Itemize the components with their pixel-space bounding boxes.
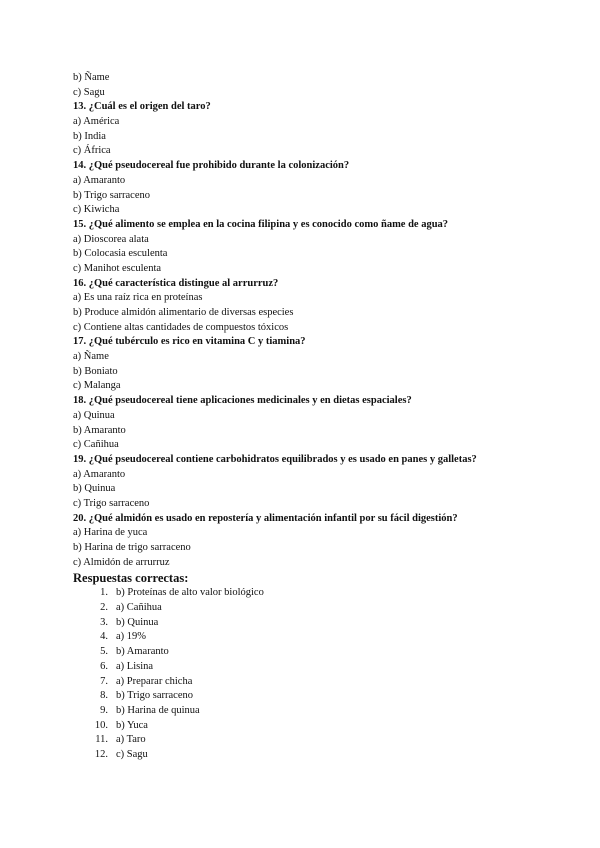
option-line: b) Colocasia esculenta [73,248,168,260]
answer-number: 9. [100,704,108,716]
option-line: a) Amaranto [73,468,126,480]
option-line: c) Contiene altas cantidades de compuestos tóxicos [73,321,289,333]
question-title: 13. ¿Cuál es el origen del taro? [73,101,211,113]
answer-number: 1. [100,587,108,599]
option-line: a) Harina de yuca [73,527,148,539]
answer-item [73,616,573,631]
answer-item [73,601,573,616]
option-line: c) Cañihua [73,439,119,451]
option-line: c) Manihot esculenta [73,262,162,274]
answer-text: a) 19% [116,631,147,643]
option-line: b) Produce almidón alimentario de diversas especies [73,307,294,318]
answer-text: b) Proteínas de alto valor biológico [116,587,264,599]
question-title: 16. ¿Qué característica distingue al arrurruz? [73,277,279,289]
question-title: 14. ¿Qué pseudocereal fue prohibido durante la colonización? [73,160,350,172]
question-list [73,100,573,570]
option-line: c) Kiwicha [73,204,120,216]
option-line: b) Harina de trigo sarraceno [73,542,191,553]
option-line: b) Trigo sarraceno [73,189,150,201]
option-line: a) Ñame [73,351,109,363]
option-line: c) Sagu [73,86,105,98]
answer-item [73,675,573,690]
answer-text: a) Taro [116,734,146,746]
answer-text: b) Trigo sarraceno [116,690,193,702]
answer-item [73,586,573,601]
answer-text: b) Harina de quinua [116,704,200,716]
question-title: 15. ¿Qué alimento se emplea en la cocina filipina y es conocido como ñame de agua? [73,218,449,230]
option-line: a) Amaranto [73,174,126,186]
option-line: b) Ñame [73,72,110,83]
question-title: 20. ¿Qué almidón es usado en repostería y alimentación infantil por su fácil digestión? [73,512,458,524]
question-title: 17. ¿Qué tubérculo es rico en vitamina C y tiamina? [73,336,306,348]
answer-number: 10. [94,719,108,731]
option-line: a) Es una raíz rica en proteínas [73,292,203,304]
answers-heading: Respuestas correctas: [73,571,189,586]
question-block [73,453,573,512]
answer-number: 3. [100,616,108,628]
answer-number: 5. [100,646,108,658]
question-block [73,100,573,159]
leading-options [73,71,573,100]
answer-text: a) Preparar chicha [116,675,193,687]
question-block [73,335,573,394]
option-line: a) Dioscorea alata [73,233,149,245]
answer-number: 12. [94,748,108,760]
answer-item [73,630,573,645]
answer-item [73,704,573,719]
answer-item [73,719,573,734]
question-block [73,218,573,277]
answer-item [73,748,573,763]
answer-item [73,645,573,660]
option-line: b) Amaranto [73,424,126,436]
answer-item [73,660,573,675]
question-title: 19. ¿Qué pseudocereal contiene carbohidratos equilibrados y es usado en panes y galletas? [73,453,477,465]
question-block [73,159,573,218]
option-line: c) Almidón de arrurruz [73,556,170,568]
answer-list [73,586,573,762]
option-line: c) Trigo sarraceno [73,497,150,509]
option-line: b) India [73,130,106,142]
question-block [73,512,573,571]
option-line: a) América [73,116,120,128]
answer-number: 8. [100,690,108,702]
answer-item [73,689,573,704]
answer-text: b) Amaranto [116,646,169,658]
option-line: b) Boniato [73,365,118,377]
document-content [73,71,573,763]
question-block [73,394,573,453]
question-title: 18. ¿Qué pseudocereal tiene aplicaciones medicinales y en dietas espaciales? [73,395,412,407]
option-line: b) Quinua [73,483,116,495]
question-block [73,277,573,336]
answer-item [73,733,573,748]
answer-number: 11. [95,734,108,746]
answer-number: 4. [100,631,108,643]
answer-number: 6. [100,660,108,672]
option-line: a) Quinua [73,409,115,421]
option-line: c) África [73,145,111,157]
answer-text: a) Cañihua [116,602,162,614]
answer-text: a) Lisina [116,660,154,672]
answer-text: b) Yuca [116,719,148,731]
answer-number: 7. [100,675,108,687]
option-line: c) Malanga [73,380,121,392]
answer-number: 2. [100,602,108,614]
answer-text: c) Sagu [116,748,148,760]
answer-text: b) Quinua [116,616,159,628]
